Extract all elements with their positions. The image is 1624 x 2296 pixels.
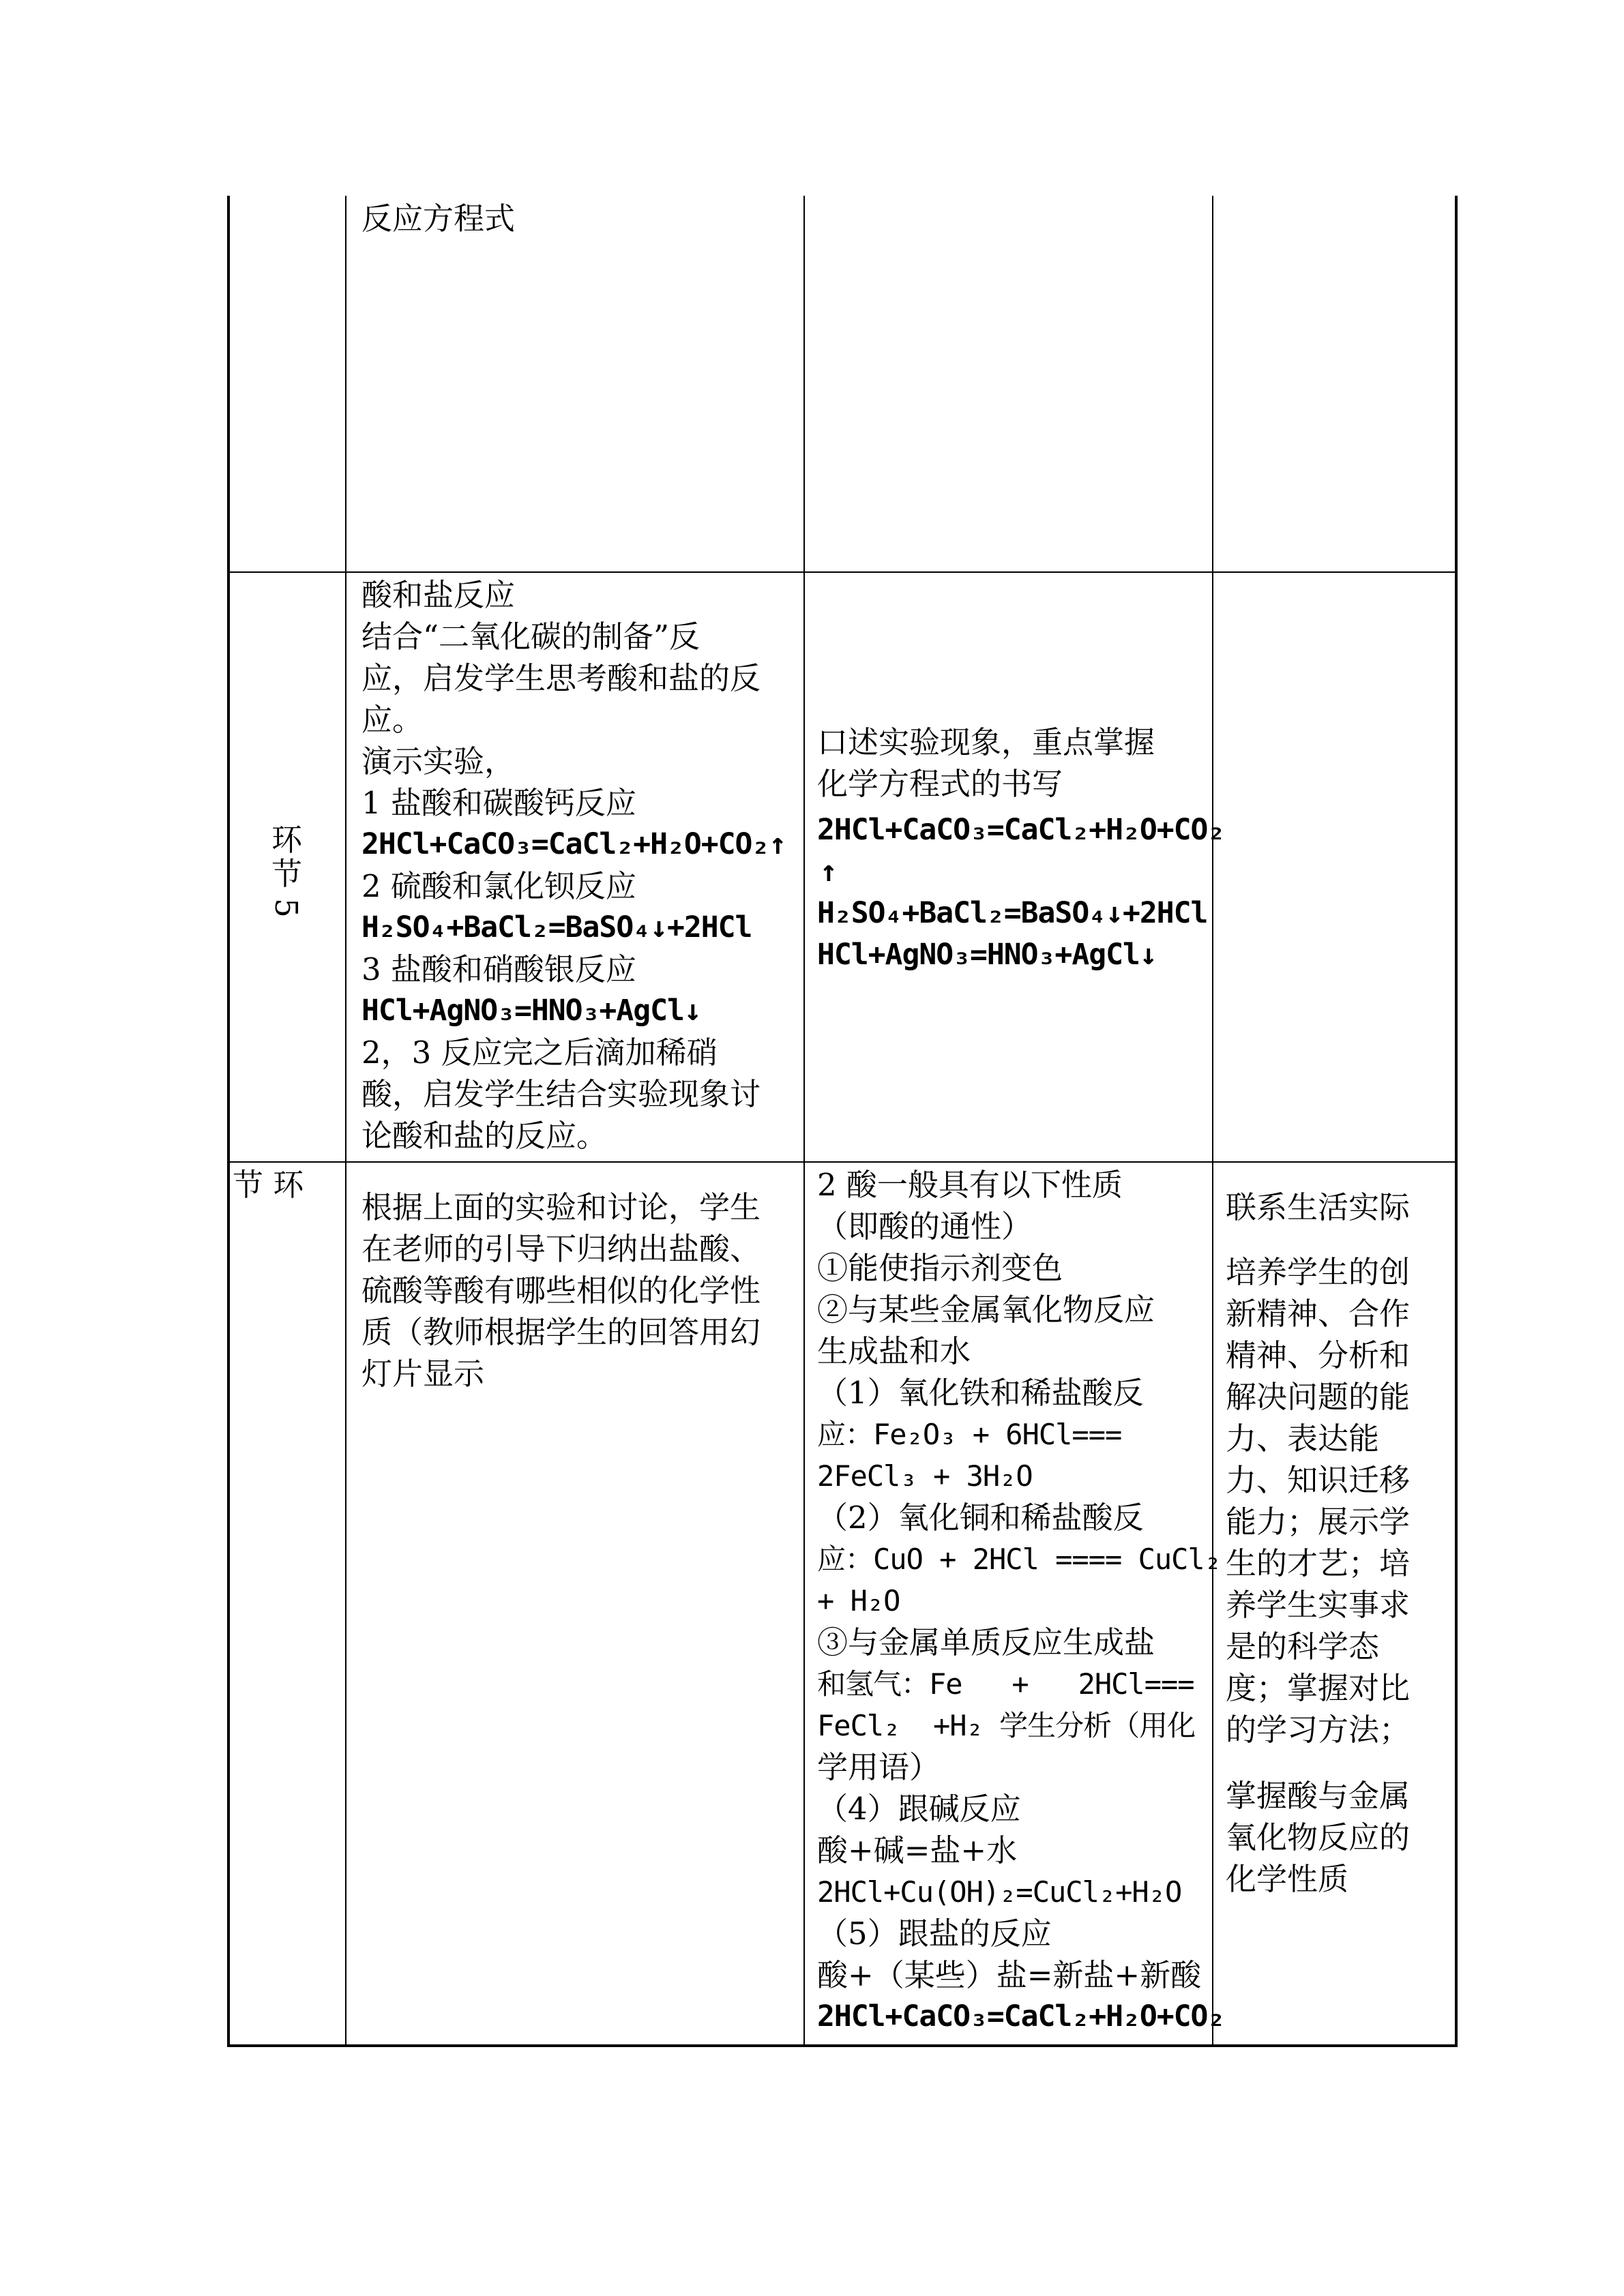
- equation-line: 应：CuO + 2HCl ==== CuCl₂: [817, 1542, 1222, 1576]
- student-line: ①能使指示剂变色: [817, 1250, 1063, 1286]
- stage-char: 环: [271, 822, 303, 858]
- equation-line: FeCl₂ +H₂ 学生分析（用化: [817, 1709, 1196, 1742]
- goal-line: 的学习方法；: [1226, 1712, 1411, 1748]
- goal-line: 化学性质: [1226, 1861, 1349, 1897]
- row1-activity-text: 反应方程式: [361, 200, 516, 237]
- table-col-divider-3: [1212, 196, 1213, 2047]
- teacher-line: 2，3 反应完之后滴加稀硝: [361, 1034, 718, 1071]
- goal-line: 力、知识迁移: [1226, 1462, 1411, 1498]
- teacher-line: 结合“二氧化碳的制备”反: [361, 618, 700, 655]
- equation-line: ↑: [820, 854, 837, 889]
- teacher-line: 演示实验，: [361, 743, 516, 779]
- equation-line: 和氢气：Fe + 2HCl===: [817, 1667, 1194, 1701]
- equation-line: 2HCl+CaCO₃=CaCl₂+H₂O+CO₂: [817, 813, 1225, 847]
- equation-line: HCl+AgNO₃=HNO₃+AgCl↓: [361, 994, 701, 1028]
- teacher-line: 硫酸等酸有哪些相似的化学性: [361, 1272, 761, 1309]
- goal-line: 生的才艺；培: [1226, 1545, 1411, 1581]
- teacher-line: 应。: [361, 702, 424, 738]
- equation-line: 2HCl+CaCO₃=CaCl₂+H₂O+CO₂: [817, 1999, 1225, 2033]
- student-line: （1）氧化铁和稀盐酸反: [817, 1375, 1144, 1411]
- teacher-line: 质（教师根据学生的回答用幻: [361, 1314, 761, 1350]
- goal-line: 联系生活实际: [1226, 1189, 1411, 1225]
- goal-line: 新精神、合作: [1226, 1296, 1411, 1332]
- equation-line: 2FeCl₃ + 3H₂O: [817, 1459, 1033, 1493]
- student-line: 学用语）: [817, 1749, 941, 1785]
- equation-line: 应：Fe₂O₃ + 6HCl===: [817, 1418, 1122, 1451]
- table-left-border: [227, 196, 230, 2047]
- equation-line: + H₂O: [817, 1584, 900, 1617]
- goal-line: 养学生实事求: [1226, 1587, 1411, 1623]
- teacher-line: 在老师的引导下归纳出盐酸、: [361, 1231, 761, 1267]
- teacher-line: 根据上面的实验和讨论，学生: [361, 1189, 761, 1225]
- student-line: （5）跟盐的反应: [817, 1915, 1052, 1952]
- equation-line: H₂SO₄+BaCl₂=BaSO₄↓+2HCl: [817, 896, 1208, 930]
- equation-line: HCl+AgNO₃=HNO₃+AgCl↓: [817, 938, 1157, 972]
- goal-line: 解决问题的能: [1226, 1379, 1411, 1415]
- goal-line: 度；掌握对比: [1226, 1670, 1411, 1706]
- student-line: （即酸的通性）: [817, 1208, 1033, 1244]
- goal-line: 掌握酸与金属: [1226, 1778, 1411, 1814]
- stage-char: 节: [271, 856, 303, 892]
- student-line: ③与金属单质反应生成盐: [817, 1624, 1155, 1660]
- teacher-line: 应，启发学生思考酸和盐的反: [361, 660, 761, 696]
- equation-line: 2HCl+CaCO₃=CaCl₂+H₂O+CO₂↑: [361, 827, 786, 861]
- student-line: 酸+碱=盐+水: [817, 1832, 1018, 1868]
- student-line: （4）跟碱反应: [817, 1791, 1021, 1827]
- teacher-line: 3 盐酸和硝酸银反应: [361, 951, 636, 987]
- teacher-line: 酸，启发学生结合实验现象讨: [361, 1076, 761, 1112]
- student-line: 酸+（某些）盐=新盐+新酸: [817, 1957, 1202, 1993]
- goal-line: 氧化物反应的: [1226, 1819, 1411, 1855]
- student-line: 生成盐和水: [817, 1333, 971, 1369]
- equation-line: 2HCl+Cu(OH)₂=CuCl₂+H₂O: [817, 1875, 1182, 1909]
- teacher-line: 酸和盐反应: [361, 577, 516, 613]
- table-row-divider-1: [227, 571, 1458, 573]
- table-right-border: [1455, 196, 1458, 2047]
- table-col-divider-1: [345, 196, 346, 2047]
- row3-stage-label: 节 环: [233, 1167, 304, 1203]
- goal-line: 精神、分析和: [1226, 1337, 1411, 1373]
- goal-line: 是的科学态: [1226, 1628, 1380, 1665]
- teacher-line: 2 硫酸和氯化钡反应: [361, 868, 636, 904]
- equation-line: H₂SO₄+BaCl₂=BaSO₄↓+2HCl: [361, 910, 752, 944]
- stage-char: 5: [267, 898, 304, 918]
- teacher-line: 论酸和盐的反应。: [361, 1118, 608, 1154]
- table-bottom-border: [227, 2044, 1458, 2047]
- student-line: 化学方程式的书写: [817, 766, 1063, 802]
- goal-line: 力、表达能: [1226, 1420, 1380, 1457]
- table-row-divider-2: [227, 1161, 1458, 1163]
- student-line: ②与某些金属氧化物反应: [817, 1292, 1155, 1328]
- student-line: 口述实验现象，重点掌握: [817, 724, 1155, 760]
- teacher-line: 灯片显示: [361, 1356, 485, 1392]
- student-line: （2）氧化铜和稀盐酸反: [817, 1500, 1144, 1536]
- table-col-divider-2: [803, 196, 805, 2047]
- teacher-line: 1 盐酸和碳酸钙反应: [361, 785, 636, 821]
- student-line: 2 酸一般具有以下性质: [817, 1167, 1123, 1203]
- goal-line: 培养学生的创: [1226, 1254, 1411, 1290]
- goal-line: 能力；展示学: [1226, 1504, 1411, 1540]
